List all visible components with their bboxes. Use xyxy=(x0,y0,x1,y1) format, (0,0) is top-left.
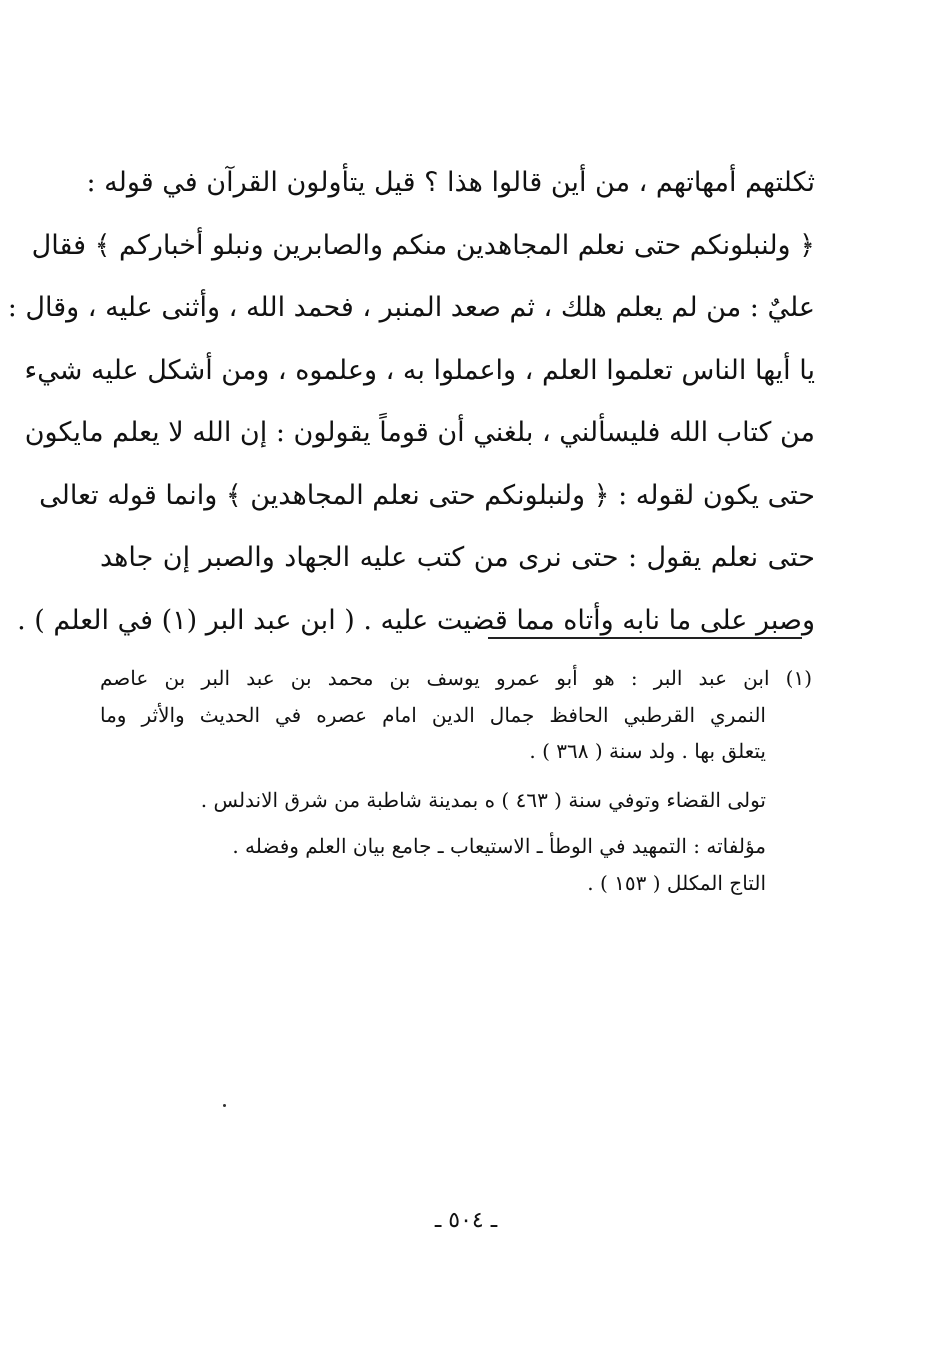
body-line-5: من كتاب الله فليسألني ، بلغني أن قوماً يقولون : إن الله لا يعلم مايكون xyxy=(24,417,815,448)
scan-speck xyxy=(223,1104,226,1107)
footnote-line-2: النمري القرطبي الحافظ جمال الدين امام عصره في الحديث والأثر وما xyxy=(100,702,766,727)
body-line-2: ﴿ ولنبلونكم حتى نعلم المجاهدين منكم والصابرين ونبلو أخباركم ﴾ فقال xyxy=(31,229,815,261)
footnotes xyxy=(100,660,812,901)
body-line-8: وصبر على ما نابه وأتاه مما قضيت عليه . ( ابن عبد البر (١) في العلم ) . xyxy=(17,604,815,636)
footnote-separator xyxy=(488,637,802,639)
main-text xyxy=(7,152,815,652)
footnote-line-5: مؤلفاته : التمهيد في الوطأ ـ الاستيعاب ـ جامع بيان العلم وفضله . xyxy=(232,834,766,858)
body-line-6: حتى يكون لقوله : ﴿ ولنبلونكم حتى نعلم المجاهدين ﴾ وانما قوله تعالى xyxy=(39,479,815,511)
body-line-1: ثكلتهم أمهاتهم ، من أين قالوا هذا ؟ قيل يتأولون القرآن في قوله : xyxy=(86,167,815,198)
body-line-4: يا أيها الناس تعلموا العلم ، واعملوا به ، وعلموه ، ومن أشكل عليه شيء xyxy=(24,354,815,386)
footnote-line-4: تولى القضاء وتوفي سنة ( ٤٦٣ ) ه بمدينة شاطبة من شرق الاندلس . xyxy=(200,787,766,812)
body-line-7: حتى نعلم يقول : حتى نرى من كتب عليه الجهاد والصبر إن جاهد xyxy=(100,542,815,573)
body-line-3: عليٌ : من لم يعلم هلك ، ثم صعد المنبر ، فحمد الله ، وأثنى عليه ، وقال : xyxy=(7,292,815,323)
footnote-line-6: التاج المكلل ( ١٥٣ ) . xyxy=(587,870,766,895)
footnote-line-3: يتعلق بها . ولد سنة ( ٣٦٨ ) . xyxy=(529,739,766,763)
page-number: ـ ٥٠٤ ـ xyxy=(434,1208,498,1233)
footnote-line-1: (١) ابن عبد البر : هو أبو عمرو يوسف بن محمد بن عبد البر بن عاصم xyxy=(100,666,812,690)
